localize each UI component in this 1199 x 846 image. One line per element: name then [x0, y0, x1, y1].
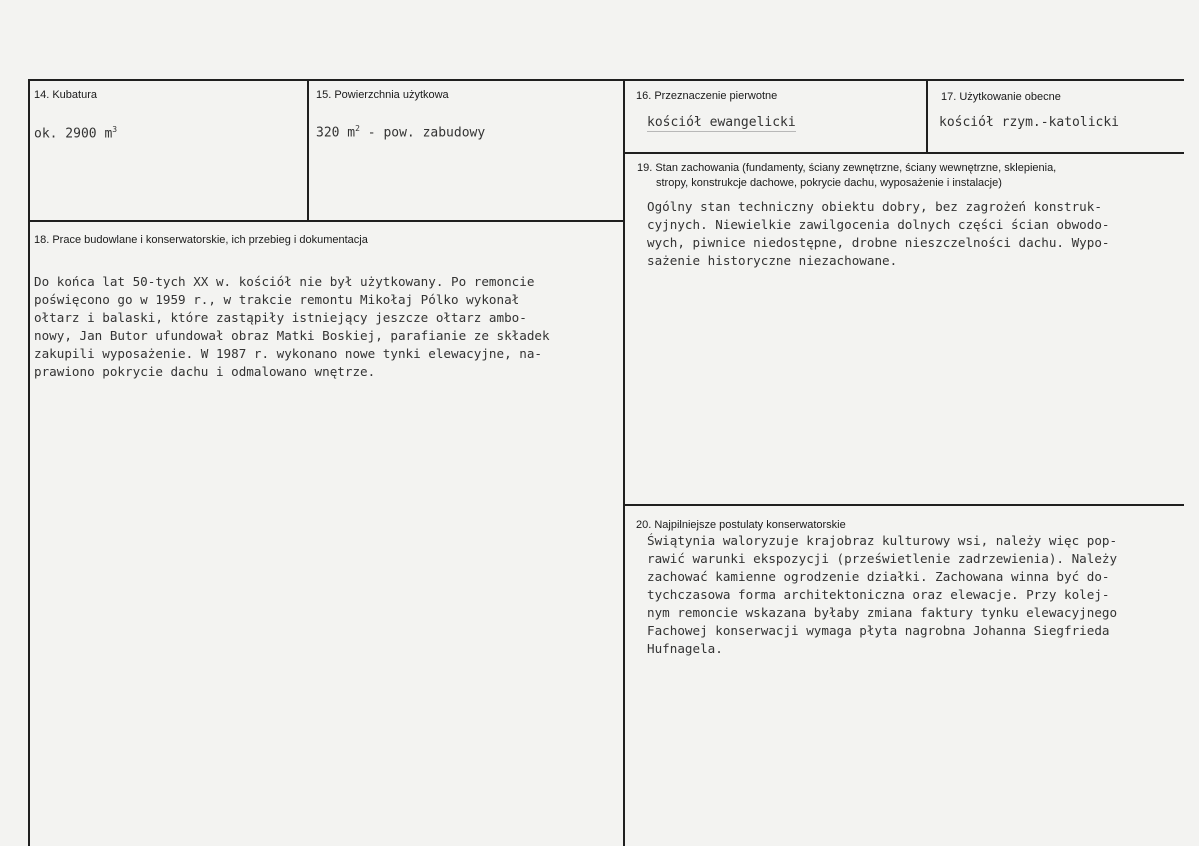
field-17-value: kościół rzym.-katolicki	[939, 115, 1120, 130]
field-20-line: zachować kamienne ogrodzenie działki. Zachowana winna być do-	[647, 569, 1110, 584]
field-20-line: Fachowej konserwacji wymaga płyta nagrobna Johanna Siegfrieda	[647, 623, 1110, 638]
field-19-text	[647, 198, 1110, 270]
field-14-value	[34, 121, 117, 143]
field-18-line: Do końca lat 50-tych XX w. kościół nie był użytkowany. Po remoncie	[34, 274, 535, 289]
field-18-text	[34, 273, 550, 381]
field-19-line: sażenie historyczne niezachowane.	[647, 253, 898, 268]
field-18-line: nowy, Jan Butor ufundował obraz Matki Boskiej, parafianie ze składek	[34, 328, 550, 343]
field-20-line: Świątynia waloryzuje krajobraz kulturowy wsi, należy więc pop-	[647, 533, 1118, 548]
field-20-line: rawić warunki ekspozycji (prześwietlenie zadrzewienia). Należy	[647, 551, 1118, 566]
field-19-line: cyjnych. Niewielkie zawilgocenia dolnych części ścian obwodo-	[647, 217, 1110, 232]
field-18-label: 18. Prace budowlane i konserwatorskie, ich przebieg i dokumentacja	[34, 234, 368, 246]
field-15-label: 15. Powierzchnia użytkowa	[316, 89, 449, 101]
field-18-line: prawiono pokrycie dachu i odmalowano wnętrze.	[34, 364, 376, 379]
field-16-value-text: kościół ewangelicki	[647, 115, 796, 130]
field-19-line: Ogólny stan techniczny obiektu dobry, bez zagrożeń konstruk-	[647, 199, 1102, 214]
field-20-label: 20. Najpilniejsze postulaty konserwatorskie	[636, 519, 846, 531]
divider-h-19-20	[623, 504, 1184, 506]
field-16-label: 16. Przeznaczenie pierwotne	[636, 90, 778, 102]
field-20-line: tychczasowa forma architektoniczna oraz elewacje. Przy kolej-	[647, 587, 1110, 602]
field-19-label-line-1: 19. Stan zachowania (fundamenty, ściany zewnętrzne, ściany wewnętrzne, sklepienia,	[637, 162, 1057, 174]
field-20-line: Hufnagela.	[647, 641, 723, 656]
field-14-label: 14. Kubatura	[34, 89, 97, 101]
left-border	[28, 79, 30, 846]
field-19-line: wych, piwnice niedostępne, drobne nieszczelności dachu. Wypo-	[647, 235, 1110, 250]
field-15-unit-exponent: 2	[355, 124, 360, 133]
field-18-line: poświęcono go w 1959 r., w trakcie remontu Mikołaj Pólko wykonał	[34, 292, 520, 307]
divider-h-16-19	[623, 152, 1184, 154]
field-15-value-post: - pow. zabudowy	[359, 125, 486, 141]
divider-v-16-17	[926, 79, 928, 152]
field-18-line: zakupili wyposażenie. W 1987 r. wykonano nowe tynki elewacyjne, na-	[34, 346, 542, 361]
divider-v-main	[623, 79, 625, 846]
field-16-value	[647, 114, 796, 132]
field-19-label-line-2: stropy, konstrukcje dachowe, pokrycie dachu, wyposażenie i instalacje)	[656, 177, 1002, 189]
field-14-unit-exponent: 3	[112, 125, 118, 134]
field-20-text	[647, 532, 1117, 658]
field-15-value	[316, 120, 485, 142]
field-18-line: ołtarz i balaski, które zastąpiły istniejący jeszcze ołtarz ambo-	[34, 310, 527, 325]
field-20-line: nym remoncie wskazana byłaby zmiana faktury tynku elewacyjnego	[647, 605, 1118, 620]
divider-h-14-18	[28, 220, 625, 222]
field-15-value-pre: 320 m	[316, 125, 356, 141]
divider-v-14-15	[307, 79, 309, 221]
field-17-label: 17. Użytkowanie obecne	[941, 91, 1061, 103]
top-rule	[28, 79, 1184, 81]
field-14-value-text: ok. 2900 m	[34, 126, 113, 142]
